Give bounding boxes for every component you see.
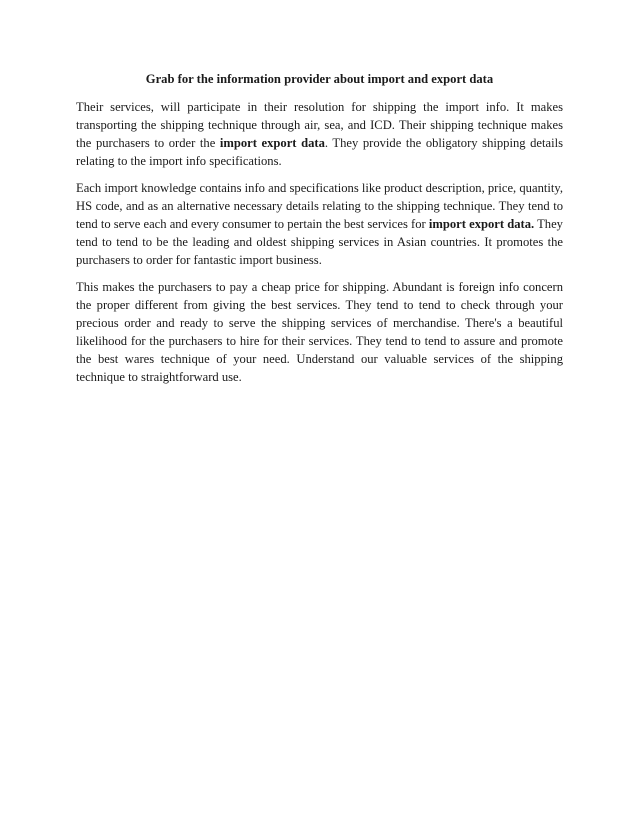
document-title: Grab for the information provider about import and export data <box>145 72 494 86</box>
paragraph-1-text-start: Their services, will participate in their resolution for shipping the import info. It makes transporting the shipping technique through air, sea, and ICD. Their shipping technique makes the purchasers to order the <box>76 100 563 150</box>
paragraph-2 <box>76 179 563 269</box>
paragraph-2-bold-phrase: import export data. <box>428 217 535 231</box>
paragraph-3: This makes the purchasers to pay a cheap price for shipping. Abundant is foreign info concern the proper different from giving the best services. They tend to tend to check through your precious order and ready to serve the shipping services of merchandise. There's a beautiful likelihood for the purchasers to hire for their services. They tend to tend to assure and promote the best wares technique of your need. Understand our valuable services of the shipping technique to straightforward use. <box>76 280 563 384</box>
paragraph-2-text-start: Each import knowledge contains info and specifications like product description, price, quantity, HS code, and as an alternative necessary details relating to the shipping technique. They tend to tend to serve each and every consumer to pertain the best services for <box>76 181 563 231</box>
document-body <box>76 70 563 395</box>
paragraph-2-text-end: They tend to tend to be the leading and oldest shipping services in Asian countries. It promotes the purchasers to order for fantastic import business. <box>76 217 563 267</box>
paragraph-1 <box>76 98 563 170</box>
paragraph-1-text-end: . They provide the obligatory shipping details relating to the import info specifications. <box>76 136 564 168</box>
paragraph-1-bold-phrase: import export data <box>219 136 325 150</box>
